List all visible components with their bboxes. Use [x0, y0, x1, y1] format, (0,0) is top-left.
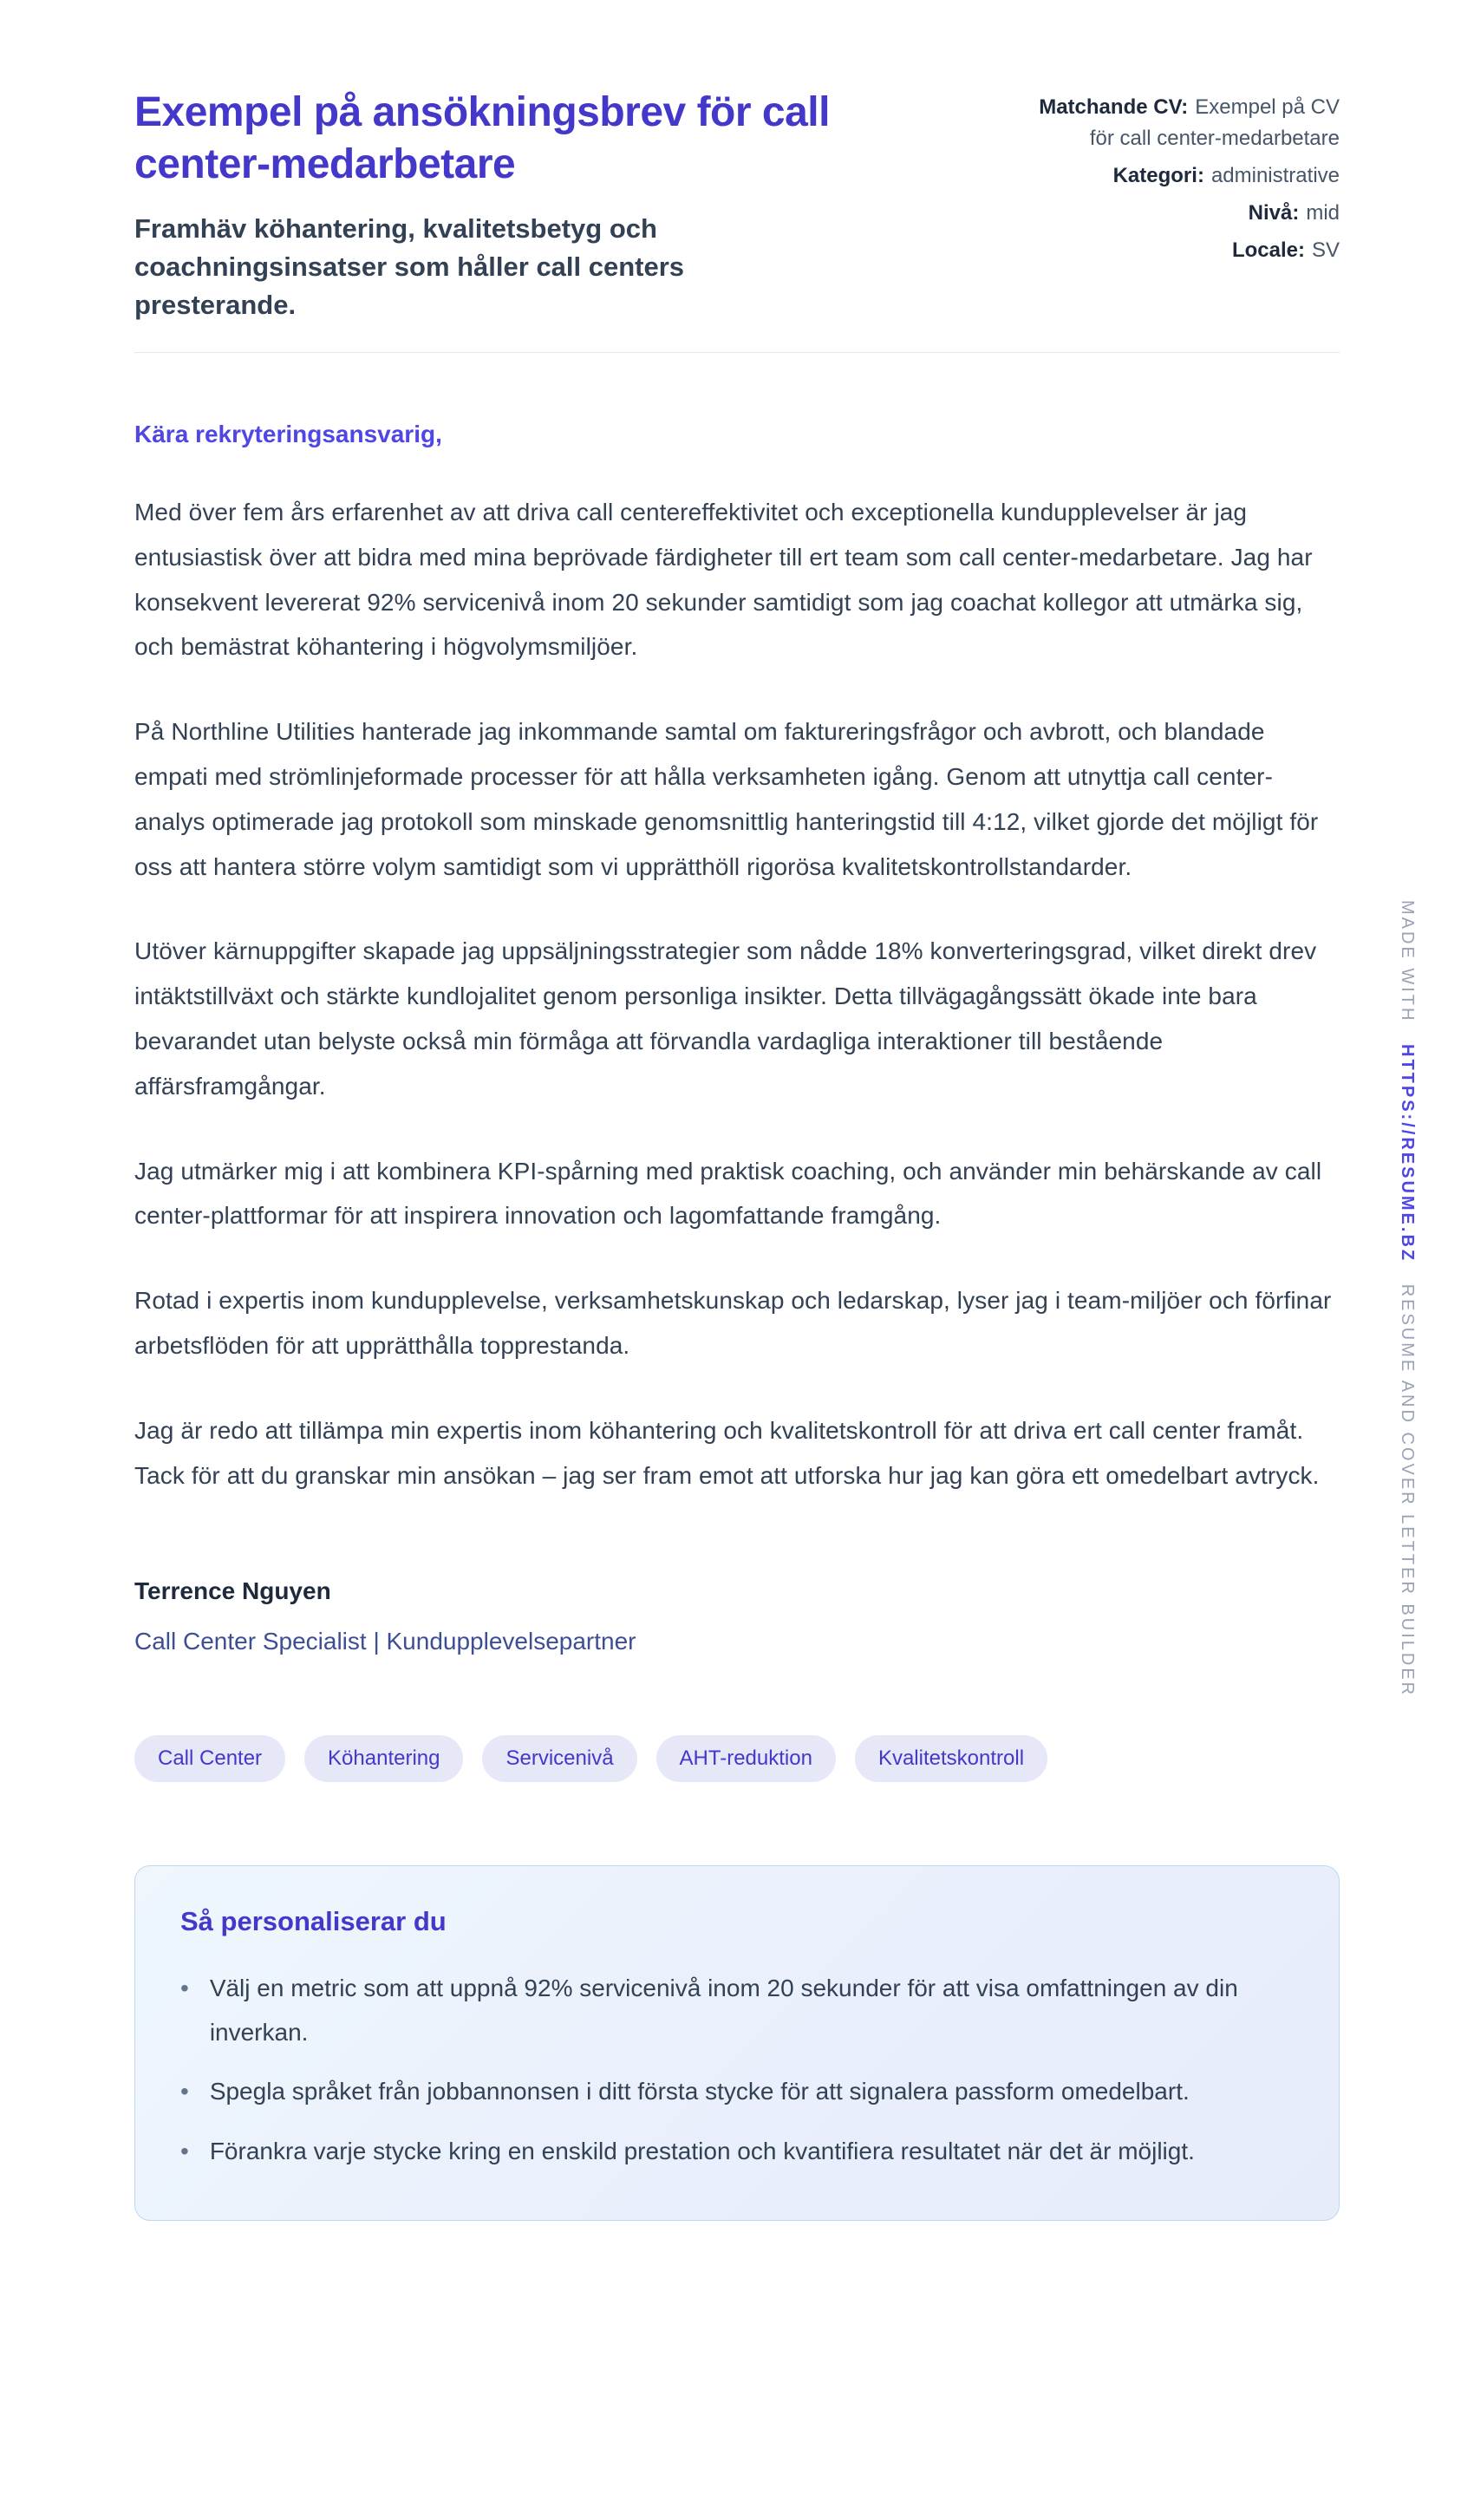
- greeting: Kära rekryteringsansvarig,: [134, 421, 442, 448]
- cover-letter-page: [134, 0, 1340, 2273]
- tips-list: [180, 1967, 1294, 2173]
- page-subtitle: Framhäv köhantering, kvalitetsbetyg och coachningsinsatser som håller call centers presterande.: [134, 213, 685, 321]
- watermark-made-with: MADE WITH: [1398, 900, 1417, 1023]
- tip-text: Spegla språket från jobbannonsen i ditt första stycke för att signalera passform omedelbart.: [209, 2078, 1190, 2105]
- tip-text: Välj en metric som att uppnå 92% servicenivå inom 20 sekunder för att visa omfattningen av din inverkan.: [209, 1975, 1238, 2046]
- tip-item-3: [180, 2130, 1294, 2173]
- meta-label: Matchande CV:: [1039, 95, 1189, 119]
- tip-item-2: [180, 2070, 1294, 2113]
- meta-label: Kategori:: [1112, 164, 1204, 187]
- letter-paragraph-6: Jag är redo att tillämpa min expertis inom köhantering och kvalitetskontroll för att driva ert call center framåt. Tack för att du granskar min ansökan – jag ser fram emot att utforska hur jag kan göra ett omedelbart avtryck.: [134, 1416, 1320, 1489]
- letter-paragraph-4: Jag utmärker mig i att kombinera KPI-spårning med praktisk coaching, och använder min behärskande av call center-plattformar för att inspirera innovation och lagomfattande framgång.: [134, 1157, 1322, 1230]
- bullet-icon: •: [180, 2078, 189, 2105]
- signature-name: Terrence Nguyen: [134, 1577, 331, 1605]
- meta-row-locale: [1017, 235, 1340, 266]
- tag-pill-queue-management[interactable]: Köhantering: [304, 1735, 463, 1782]
- watermark-link[interactable]: HTTPS://RESUME.BZ: [1398, 1044, 1417, 1263]
- signature-title: Call Center Specialist | Kundupplevelsepartner: [134, 1628, 636, 1655]
- bullet-icon: •: [180, 2137, 189, 2164]
- tag-pill-quality-control[interactable]: Kvalitetskontroll: [855, 1735, 1047, 1782]
- page-title: Exempel på ansökningsbrev för call center-medarbetare: [134, 89, 830, 187]
- watermark: [1397, 900, 1417, 1697]
- tip-item-1: [180, 1967, 1294, 2054]
- meta-label: Locale:: [1231, 238, 1305, 262]
- divider: [134, 352, 1340, 353]
- meta-value: SV: [1311, 238, 1340, 262]
- header: [134, 87, 1340, 324]
- tag-list: [134, 1735, 1340, 1782]
- meta-value: mid: [1306, 201, 1340, 225]
- meta-row-level: [1017, 198, 1340, 229]
- bullet-icon: •: [180, 1975, 189, 2002]
- letter-paragraph-5: Rotad i expertis inom kundupplevelse, verksamhetskunskap och ledarskap, lyser jag i team-miljöer och förfinar arbetsflöden för att upprätthålla topprestanda.: [134, 1287, 1332, 1359]
- letter-paragraph-1: Med över fem års erfarenhet av att driva call centereffektivitet och exceptionella kundupplevelser är jag entusiastisk över att bidra med mina beprövade färdigheter till ert team som call center-medarbetare. Jag har konsekvent levererat 92% servicenivå inom 20 sekunder samtidigt som jag coachat kollegor att utmärka sig, och bemästrat köhantering i högvolymsmiljöer.: [134, 499, 1313, 661]
- tips-title: Så personaliserar du: [180, 1906, 447, 1937]
- tag-pill-aht-reduction[interactable]: AHT-reduktion: [656, 1735, 836, 1782]
- letter-paragraph-2: På Northline Utilities hanterade jag inkommande samtal om faktureringsfrågor och avbrott, och blandade empati med strömlinjeformade processer för att hålla verksamheten igång. Genom att utnyttja call center-analys optimerade jag protokoll som minskade genomsnittlig hanteringstid till 4:12, vilket gjorde det möjligt för oss att hantera större volym samtidigt som vi upprätthöll rigorösa kvalitetskontrollstandarder.: [134, 718, 1319, 880]
- meta-value: administrative: [1210, 164, 1340, 187]
- header-left: [134, 87, 897, 324]
- meta-value: Exempel på CV för call center-medarbetare: [1089, 95, 1340, 150]
- tip-text: Förankra varje stycke kring en enskild prestation och kvantifiera resultatet när det är möjligt.: [209, 2137, 1195, 2164]
- meta-label: Nivå:: [1248, 201, 1300, 225]
- tag-pill-service-level[interactable]: Servicenivå: [482, 1735, 636, 1782]
- letter-body: [134, 421, 1340, 1655]
- watermark-suffix: RESUME AND COVER LETTER BUILDER: [1398, 1283, 1417, 1698]
- meta-panel: [1017, 87, 1340, 272]
- tips-card: [134, 1865, 1340, 2221]
- letter-paragraph-3: Utöver kärnuppgifter skapade jag uppsäljningsstrategier som nådde 18% konverteringsgrad, vilket direkt drev intäktstillväxt och stärkte kundlojalitet genom personliga insikter. Detta tillvägagångssätt ökade inte bara bevarandet utan belyste också min förmåga att förvandla vardagliga interaktioner till bestående affärsframgångar.: [134, 937, 1317, 1100]
- meta-row-matching-cv: [1017, 92, 1340, 154]
- tag-pill-call-center[interactable]: Call Center: [134, 1735, 285, 1782]
- meta-row-category: [1017, 160, 1340, 192]
